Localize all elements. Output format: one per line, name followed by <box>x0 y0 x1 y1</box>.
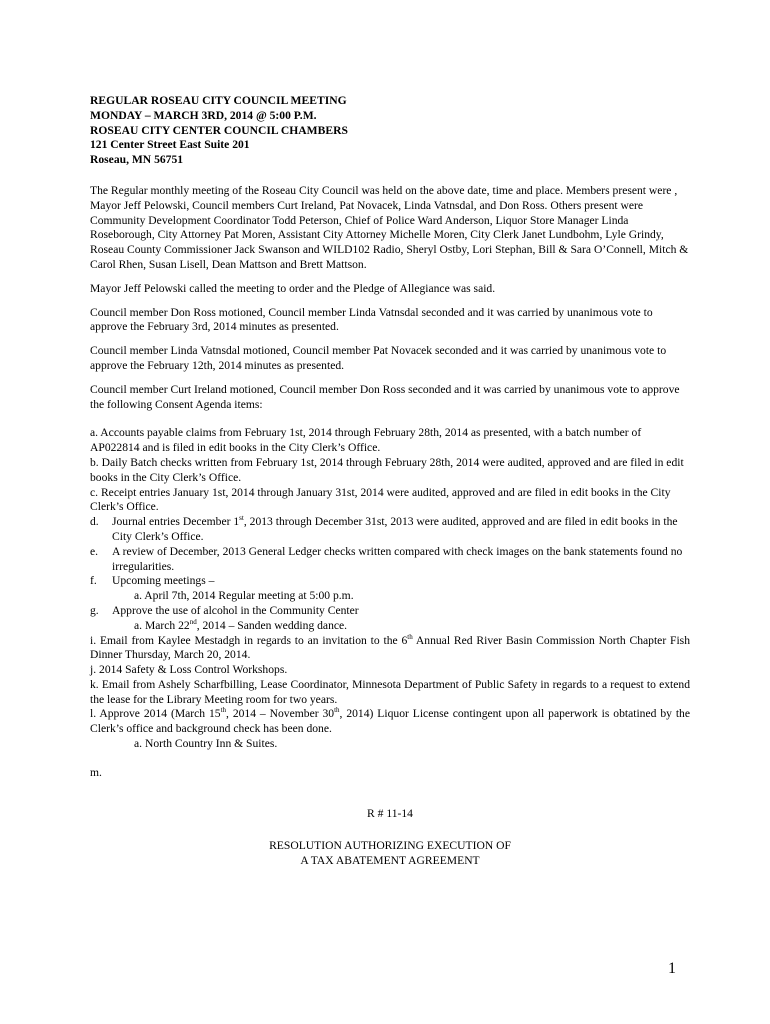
agenda-item-d-sup: st <box>239 514 244 523</box>
call-to-order-paragraph: Mayor Jeff Pelowski called the meeting to order and the Pledge of Allegiance was said. <box>90 281 496 295</box>
agenda-item-l-start: l. Approve 2014 (March 15 <box>90 707 221 721</box>
agenda-item-c: c. Receipt entries January 1st, 2014 through January 31st, 2014 were audited, approved and are filed in edit books in the City Clerk’s Office. <box>90 485 671 514</box>
consent-agenda-list <box>90 426 690 780</box>
resolution-title-line-2: A TAX ABATEMENT AGREEMENT <box>300 854 480 868</box>
motion-consent-agenda: Council member Curt Ireland motioned, Council member Don Ross seconded and it was carried by unanimous vote to approve the following Consent Agenda items: <box>90 382 680 411</box>
page-number: 1 <box>668 960 676 977</box>
agenda-item-l-end: , 2014) Liquor License contingent upon all paperwork is obtatined by the Clerk’s office and background check has been done. <box>90 707 690 736</box>
agenda-item-i-sup: th <box>407 632 413 641</box>
agenda-item-e-label: e. <box>90 544 99 558</box>
agenda-item-g <box>90 604 690 619</box>
agenda-item-g-sub-sup: nd <box>189 617 197 626</box>
agenda-item-i <box>90 634 690 664</box>
header-address: 121 Center Street East Suite 201 <box>90 138 250 152</box>
agenda-item-d <box>90 515 690 545</box>
attendance-paragraph: The Regular monthly meeting of the Roseau City Council was held on the above date, time and place. Members present were , Mayor Jeff Pelowski, Council members Curt Ireland, Pat Novacek, Linda Vatnsdal, and Don Ross. Others present were Community Development Coordinator Todd Peterson, Chief of Police Ward Anderson, Liquor Store Manager Linda Roseborough, City Attorney Pat Moren, Assistant City Attorney Michelle Moren, City Clerk Janet Lundbohm, Lyle Grindy, Roseau County Commissioner Jack Swanson and WILD102 Radio, Sheryl Ostby, Lori Stephan, Bill & Sara O’Connell, Mitch & Carol Rhen, Susan Lisell, Dean Mattson and Brett Mattson. <box>90 183 689 271</box>
agenda-item-j: j. 2014 Safety & Loss Control Workshops. <box>90 663 288 677</box>
agenda-item-d-label: d. <box>90 515 99 529</box>
agenda-item-m: m. <box>90 765 102 779</box>
resolution-title <box>90 839 690 869</box>
agenda-item-f-sub: a. April 7th, 2014 Regular meeting at 5:00 p.m. <box>134 589 354 603</box>
agenda-item-f <box>90 574 690 589</box>
agenda-item-b: b. Daily Batch checks written from February 1st, 2014 through February 28th, 2014 were audited, approved and are filed in edit books in the City Clerk’s Office. <box>90 455 684 484</box>
meeting-header <box>90 94 690 168</box>
agenda-item-d-text-start: Journal entries December 1 <box>112 515 240 529</box>
agenda-item-g-sub-start: a. March 22 <box>134 618 190 632</box>
agenda-item-i-end: Annual Red River Basin Commission North Chapter Fish Dinner Thursday, March 20, 2014. <box>90 633 690 662</box>
document-body <box>90 94 690 869</box>
motion-minutes-feb12: Council member Linda Vatnsdal motioned, Council member Pat Novacek seconded and it was carried by unanimous vote to approve the February 12th, 2014 minutes as presented. <box>90 344 667 372</box>
agenda-item-l <box>90 707 690 737</box>
agenda-item-e <box>90 545 690 575</box>
agenda-item-g-text: Approve the use of alcohol in the Community Center <box>112 603 359 617</box>
agenda-item-l-mid: , 2014 – November 30 <box>226 707 335 721</box>
agenda-item-a: a. Accounts payable claims from February 1st, 2014 through February 28th, 2014 as presented, with a batch number of AP022814 and is filed in edit books in the City Clerk’s Office. <box>90 426 642 455</box>
resolution-title-line-1: RESOLUTION AUTHORIZING EXECUTION OF <box>269 839 511 853</box>
agenda-item-g-sub <box>90 619 690 634</box>
header-date: MONDAY – MARCH 3RD, 2014 @ 5:00 P.M. <box>90 108 317 122</box>
agenda-item-l-sup-2: th <box>334 706 340 715</box>
agenda-item-g-sub-end: , 2014 – Sanden wedding dance. <box>196 618 348 632</box>
agenda-item-i-start: i. Email from Kaylee Mestadgh in regards to an invitation to the 6 <box>90 633 408 647</box>
agenda-item-l-sub: a. North Country Inn & Suites. <box>134 737 278 751</box>
agenda-item-l-sup-1: th <box>220 706 227 715</box>
agenda-item-f-text: Upcoming meetings – <box>112 574 215 588</box>
agenda-item-f-label: f. <box>90 574 97 588</box>
header-location: ROSEAU CITY CENTER COUNCIL CHAMBERS <box>90 123 348 137</box>
agenda-item-k: k. Email from Ashely Scharfbilling, Lease Coordinator, Minnesota Department of Public Safety in regards to a request to extend the lease for the Library Meeting room for two years. <box>90 677 690 706</box>
header-city: Roseau, MN 56751 <box>90 153 184 167</box>
agenda-item-e-text: A review of December, 2013 General Ledger checks written compared with check images on the bank statements found no irregularities. <box>112 544 683 573</box>
motion-minutes-feb3: Council member Don Ross motioned, Council member Linda Vatnsdal seconded and it was carried by unanimous vote to approve the February 3rd, 2014 minutes as presented. <box>90 305 653 334</box>
agenda-item-d-text-end: , 2013 through December 31st, 2013 were audited, approved and are filed in edit books in the City Clerk’s Office. <box>112 515 678 543</box>
header-title: REGULAR ROSEAU CITY COUNCIL MEETING <box>90 94 347 107</box>
agenda-item-g-label: g. <box>90 603 99 617</box>
resolution-number: R # 11-14 <box>367 806 413 820</box>
